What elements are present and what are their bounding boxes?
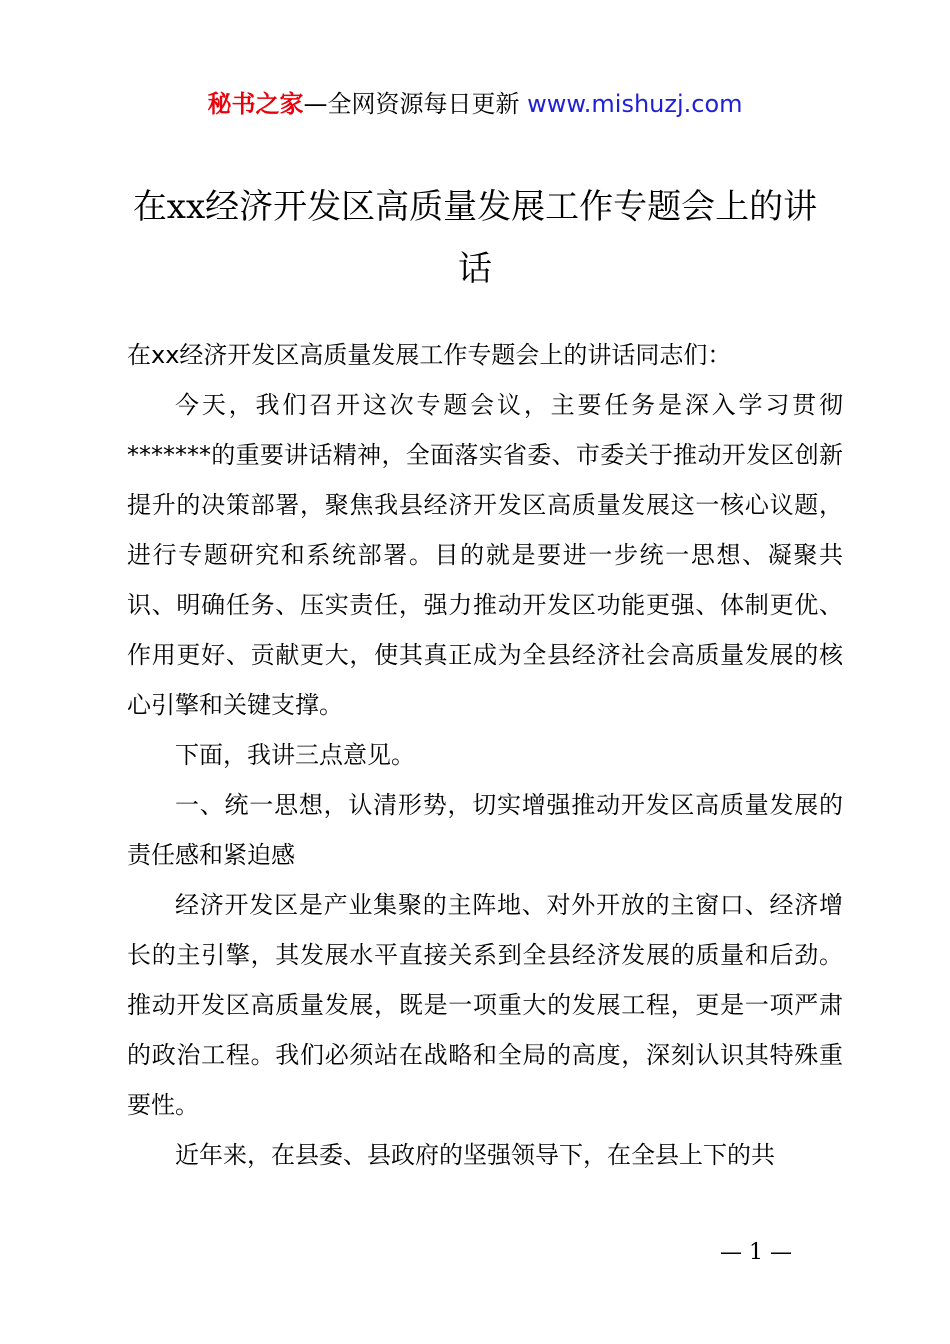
body-paragraph: 近年来，在县委、县政府的坚强领导下，在全县上下的共	[175, 1141, 775, 1169]
page-number: — 1 —	[720, 1240, 792, 1265]
body-paragraph: 经济开发区是产业集聚的主阵地、对外开放的主窗口、经济增长的主引擎，其发展水平直接关系到全县经济发展的质量和后劲。推动开发区高质量发展，既是一项重大的发展工程，更是一项严肃的政治工程。我们必须站在战略和全局的高度，深刻认识其特殊重要性。	[127, 891, 843, 1119]
document-body	[127, 330, 843, 1180]
salutation-paragraph: 在xx经济开发区高质量发展工作专题会上的讲话同志们：	[127, 341, 732, 369]
body-paragraph: 下面，我讲三点意见。	[175, 741, 415, 769]
brand-name: 秘书之家	[207, 90, 304, 118]
site-header	[0, 86, 950, 122]
body-paragraph: 今天，我们召开这次专题会议，主要任务是深入学习贯彻*******的重要讲话精神，全面落实省委、市委关于推动开发区创新提升的决策部署，聚焦我县经济开发区高质量发展这一核心议题，进行专题研究和系统部署。目的就是要进一步统一思想、凝聚共识、明确任务、压实责任，强力推动开发区功能更强、体制更优、作用更好、贡献更大，使其真正成为全县经济社会高质量发展的核心引擎和关键支撑。	[127, 391, 843, 719]
section-heading: 一、统一思想，认清形势，切实增强推动开发区高质量发展的责任感和紧迫感	[127, 791, 843, 869]
site-url-link[interactable]: www.mishuzj.com	[527, 90, 743, 118]
document-title: 在xx经济开发区高质量发展工作专题会上的讲话	[132, 187, 818, 289]
header-tagline: —全网资源每日更新	[303, 90, 520, 118]
